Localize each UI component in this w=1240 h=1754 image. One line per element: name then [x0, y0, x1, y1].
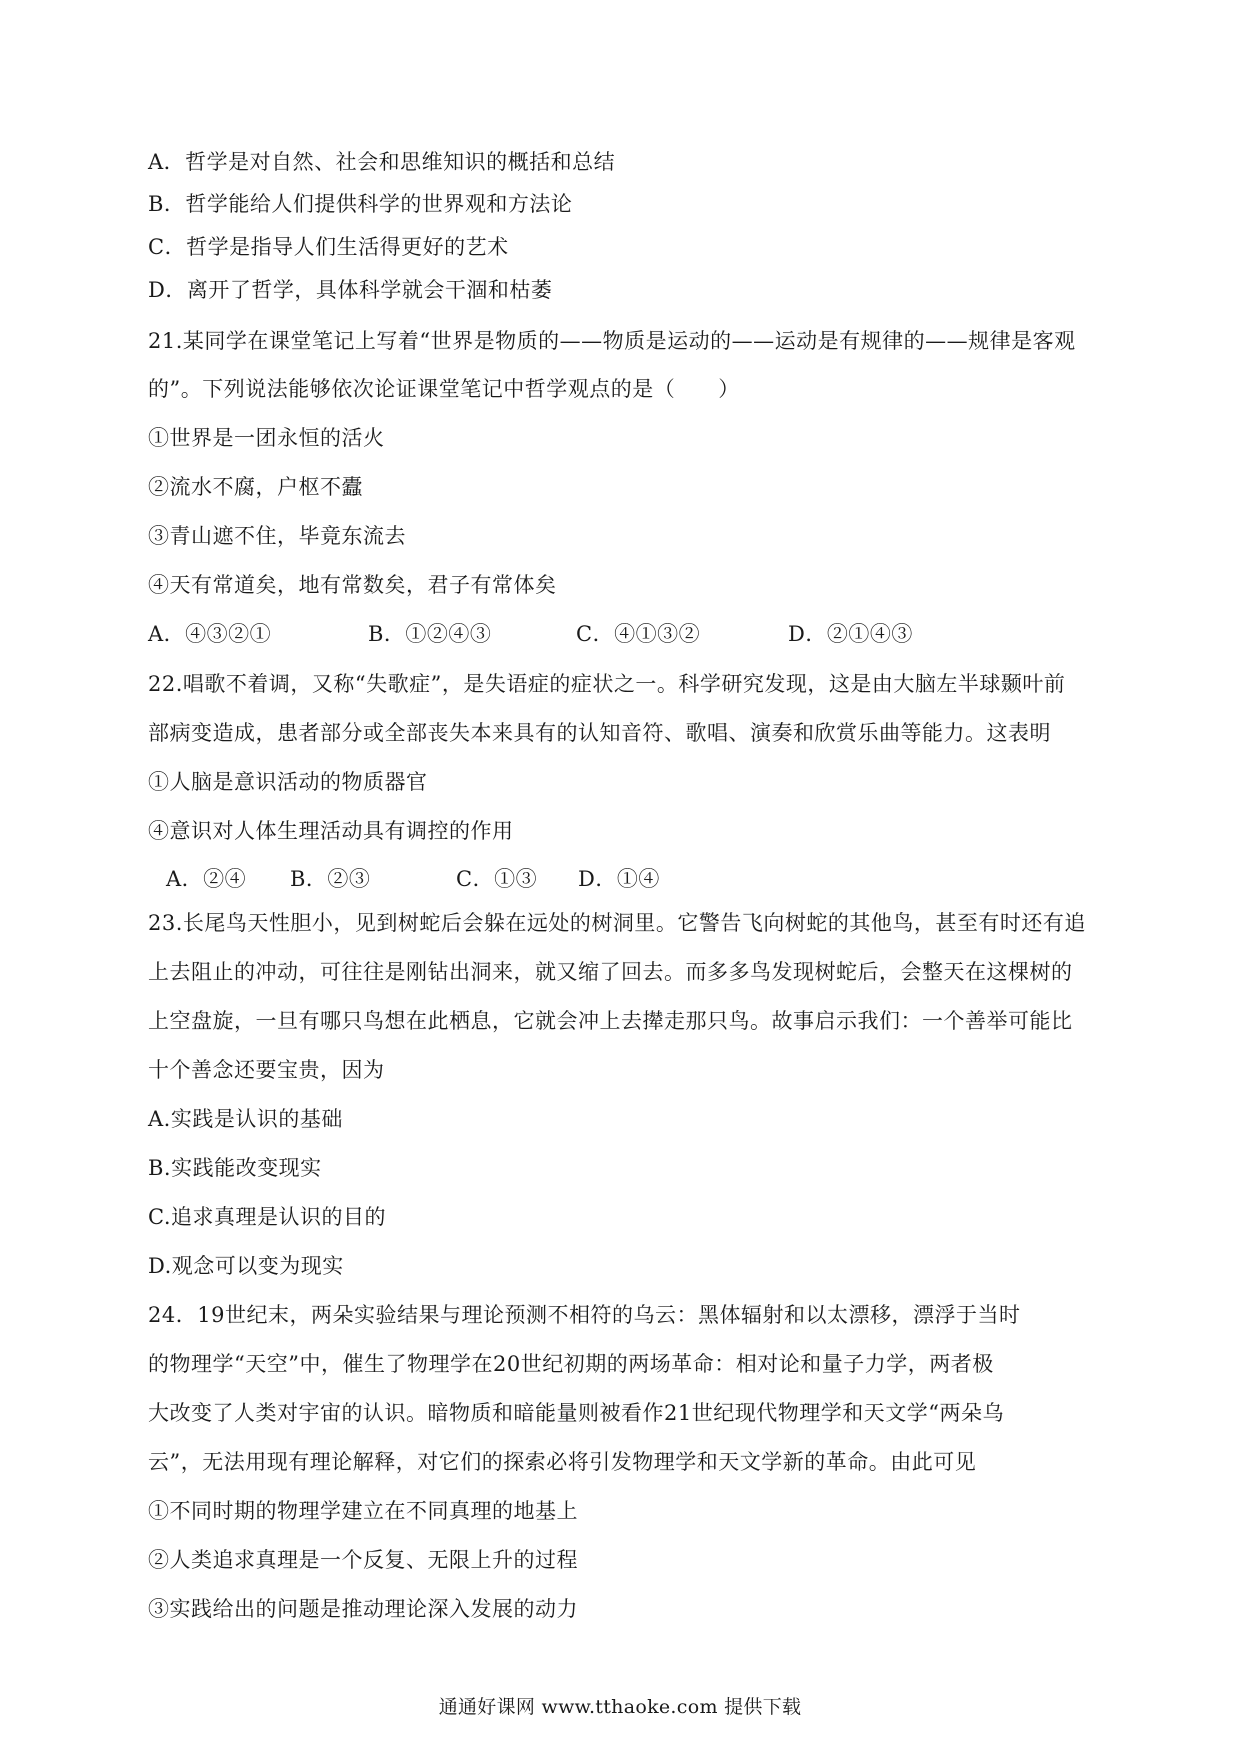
- q22-stem-line-1: 22.唱歌不着调，又称“失歌症”，是失语症的症状之一。科学研究发现，这是由大脑左半球颞叶前: [148, 672, 1066, 696]
- q21-choice-b: B．①②④③: [368, 622, 492, 646]
- q20-option-d: D．离开了哲学，具体科学就会干涸和枯萎: [148, 278, 553, 302]
- q22-item-4: ④意识对人体生理活动具有调控的作用: [148, 819, 514, 843]
- q24-stem-line-1: 24．19世纪末，两朵实验结果与理论预测不相符的乌云：黑体辐射和以太漂移，漂浮于当时: [148, 1303, 1021, 1327]
- q22-choice-a: A．②④: [166, 867, 247, 891]
- q20-option-b: B．哲学能给人们提供科学的世界观和方法论: [148, 192, 573, 216]
- q23-stem-line-1: 23.长尾鸟天性胆小，见到树蛇后会躲在远处的树洞里。它警告飞向树蛇的其他鸟，甚至有时还有追: [148, 911, 1086, 935]
- q24-item-2: ②人类追求真理是一个反复、无限上升的过程: [148, 1548, 578, 1572]
- q24-stem-line-3: 大改变了人类对宇宙的认识。暗物质和暗能量则被看作21世纪现代物理学和天文学“两朵乌: [148, 1401, 1004, 1425]
- page-footer: 通通好课网 www.tthaoke.com 提供下载: [438, 1696, 802, 1718]
- q23-option-c: C.追求真理是认识的目的: [148, 1205, 386, 1229]
- q20-option-a: A．哲学是对自然、社会和思维知识的概括和总结: [148, 150, 616, 174]
- q24-stem-line-2: 的物理学“天空”中，催生了物理学在20世纪初期的两场革命：相对论和量子力学，两者极: [148, 1352, 994, 1376]
- q23-stem-line-4: 十个善念还要宝贵，因为: [148, 1058, 385, 1082]
- q23-stem-line-3: 上空盘旋，一旦有哪只鸟想在此栖息，它就会冲上去撵走那只鸟。故事启示我们：一个善举可能比: [148, 1009, 1073, 1033]
- q22-item-1: ①人脑是意识活动的物质器官: [148, 770, 428, 794]
- q23-option-b: B.实践能改变现实: [148, 1156, 322, 1180]
- q22-choice-c: C．①③: [456, 867, 538, 891]
- q21-stem-line-2: 的”。下列说法能够依次论证课堂笔记中哲学观点的是（ ）: [148, 377, 740, 401]
- q20-option-c: C．哲学是指导人们生活得更好的艺术: [148, 235, 509, 259]
- q21-stem-line-1: 21.某同学在课堂笔记上写着“世界是物质的——物质是运动的——运动是有规律的——规律是客观: [148, 329, 1076, 353]
- q21-item-1: ①世界是一团永恒的活火: [148, 426, 385, 450]
- q23-option-d: D.观念可以变为现实: [148, 1254, 344, 1278]
- q24-item-1: ①不同时期的物理学建立在不同真理的地基上: [148, 1499, 578, 1523]
- q21-item-3: ③青山遮不住，毕竟东流去: [148, 524, 406, 548]
- q22-stem-line-2: 部病变造成，患者部分或全部丧失本来具有的认知音符、歌唱、演奏和欣赏乐曲等能力。这表明: [148, 721, 1051, 745]
- q21-choice-d: D．②①④③: [788, 622, 913, 646]
- q22-choice-b: B．②③: [290, 867, 371, 891]
- q24-item-3: ③实践给出的问题是推动理论深入发展的动力: [148, 1597, 578, 1621]
- q21-item-4: ④天有常道矣，地有常数矣，君子有常体矣: [148, 573, 557, 597]
- q23-stem-line-2: 上去阻止的冲动，可往往是刚钻出洞来，就又缩了回去。而多多鸟发现树蛇后，会整天在这棵树的: [148, 960, 1073, 984]
- q21-item-2: ②流水不腐，户枢不蠹: [148, 475, 363, 499]
- q21-choice-a: A．④③②①: [148, 622, 272, 646]
- q21-choice-c: C．④①③②: [576, 622, 701, 646]
- q23-option-a: A.实践是认识的基础: [148, 1107, 343, 1131]
- q22-choice-d: D．①④: [578, 867, 660, 891]
- q24-stem-line-4: 云”，无法用现有理论解释，对它们的探索必将引发物理学和天文学新的革命。由此可见: [148, 1450, 977, 1474]
